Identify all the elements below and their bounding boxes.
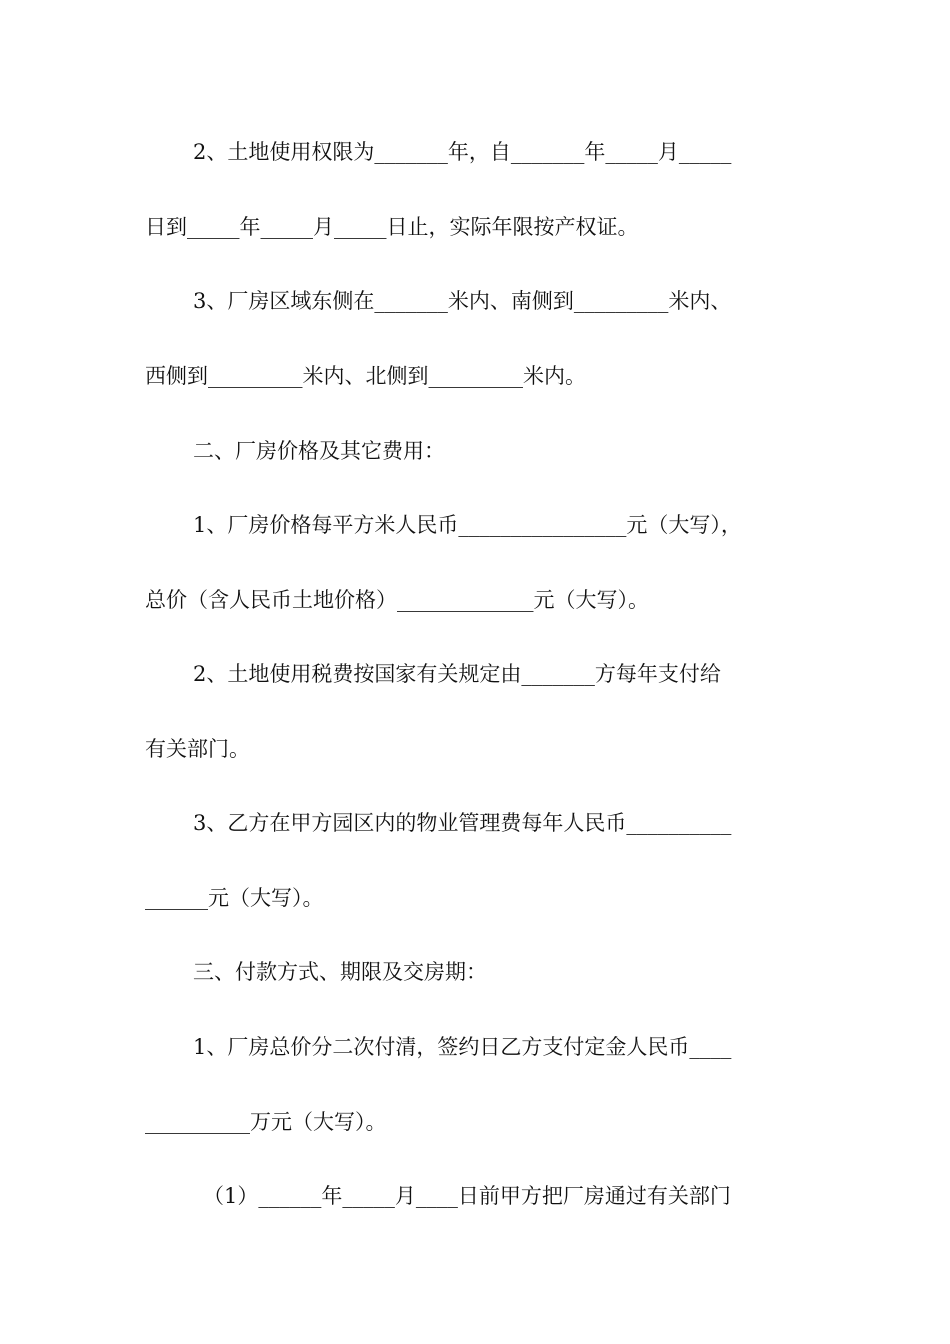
clause-plant-area-bounds: 3、厂房区域东侧在_______米内、南侧到_________米内、 <box>193 289 732 313</box>
clause-plant-area-bounds-cont: 西侧到_________米内、北侧到_________米内。 <box>145 364 586 388</box>
clause-land-use-term-cont: 日到_____年_____月_____日止，实际年限按产权证。 <box>145 215 639 239</box>
section-heading-payment: 三、付款方式、期限及交房期： <box>193 960 487 984</box>
clause-unit-price: 1、厂房价格每平方米人民币________________元（大写）， <box>193 513 742 537</box>
clause-land-tax-cont: 有关部门。 <box>145 737 250 761</box>
clause-property-fee: 3、乙方在甲方园区内的物业管理费每年人民币__________ <box>193 811 732 835</box>
clause-land-tax: 2、土地使用税费按国家有关规定由_______方每年支付给 <box>193 662 721 686</box>
clause-installments-cont: __________万元（大写）。 <box>145 1110 387 1134</box>
clause-subitem-1: （1）______年_____月____日前甲方把厂房通过有关部门 <box>203 1184 731 1208</box>
clause-total-price: 总价（含人民币土地价格）_____________元（大写）。 <box>145 588 649 612</box>
clause-installments: 1、厂房总价分二次付清，签约日乙方支付定金人民币____ <box>193 1035 732 1059</box>
clause-land-use-term: 2、土地使用权限为_______年，自_______年_____月_____ <box>193 140 732 164</box>
section-heading-price: 二、厂房价格及其它费用： <box>193 439 445 463</box>
clause-property-fee-cont: ______元（大写）。 <box>145 886 324 910</box>
